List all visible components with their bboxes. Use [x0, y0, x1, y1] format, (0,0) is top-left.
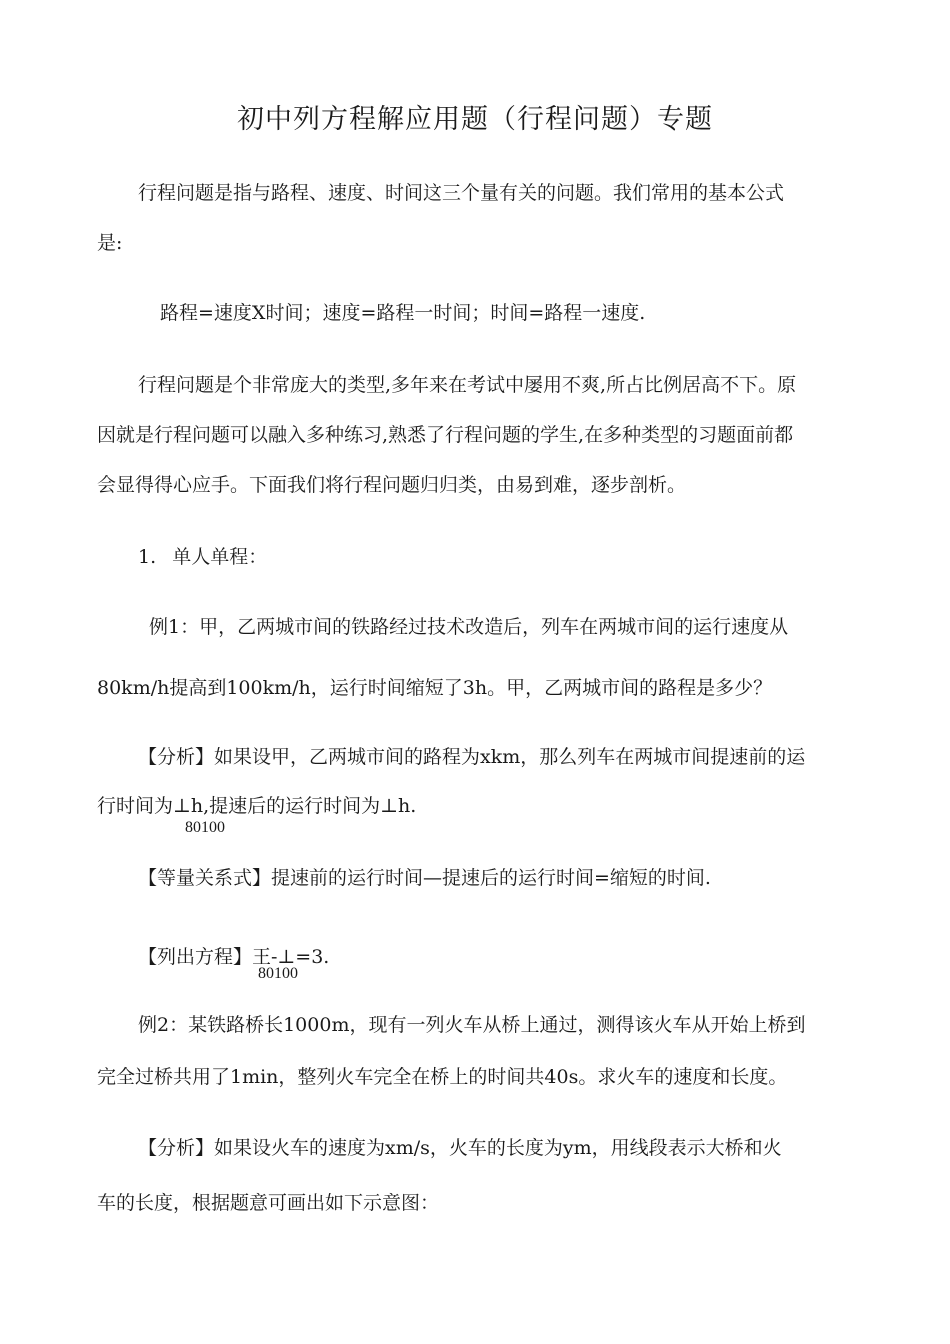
equation-denominators: 80100 — [258, 965, 298, 982]
equation-line — [138, 945, 329, 969]
equation: 王-⊥=3. — [252, 946, 330, 968]
example1-line-2: 80km/h提高到100km/h，运行时间缩短了3h。甲，乙两城市间的路程是多少？ — [97, 677, 773, 699]
paragraph2-line-2: 因就是行程问题可以融入多种练习,熟悉了行程问题的学生,在多种类型的习题面前都 — [97, 424, 794, 446]
intro-line-2: 是: — [97, 232, 123, 254]
equality-relation: 【等量关系式】提速前的运行时间—提速后的运行时间=缩短的时间. — [138, 867, 711, 889]
intro-line-1: 行程问题是指与路程、速度、时间这三个量有关的问题。我们常用的基本公式 — [138, 182, 785, 204]
section-heading-1 — [138, 545, 267, 569]
example1-analysis-line-1: 【分析】如果设甲，乙两城市间的路程为xkm，那么列车在两城市间提速前的运 — [138, 746, 806, 768]
fraction-denominators: 80100 — [185, 819, 225, 836]
example1-line-1: 例1：甲，乙两城市间的铁路经过技术改造后，列车在两城市间的运行速度从 — [149, 616, 789, 638]
example2-line-1: 例2：某铁路桥长1000m，现有一列火车从桥上通过，测得该火车从开始上桥到 — [138, 1014, 806, 1036]
section-number: 1. — [138, 546, 157, 568]
basic-formula: 路程=速度X时间；速度=路程一时间；时间=路程一速度. — [160, 302, 646, 324]
paragraph2-line-3: 会显得得心应手。下面我们将行程问题归归类，由易到难，逐步剖析。 — [97, 474, 687, 496]
equation-label: 【列出方程】 — [138, 946, 253, 968]
example2-analysis-line-1: 【分析】如果设火车的速度为xm/s，火车的长度为ym，用线段表示大桥和火 — [138, 1137, 782, 1159]
document-title: 初中列方程解应用题（行程问题）专题 — [237, 104, 713, 135]
paragraph2-line-1: 行程问题是个非常庞大的类型,多年来在考试中屡用不爽,所占比例居高不下。原 — [138, 374, 797, 396]
example1-analysis-line-2: 行时间为⊥h,提速后的运行时间为⊥h. — [97, 795, 417, 817]
example2-analysis-line-2: 车的长度，根据题意可画出如下示意图： — [97, 1192, 440, 1214]
example2-line-2: 完全过桥共用了1min，整列火车完全在桥上的时间共40s。求火车的速度和长度。 — [97, 1066, 788, 1088]
section-label: 单人单程： — [172, 546, 268, 568]
